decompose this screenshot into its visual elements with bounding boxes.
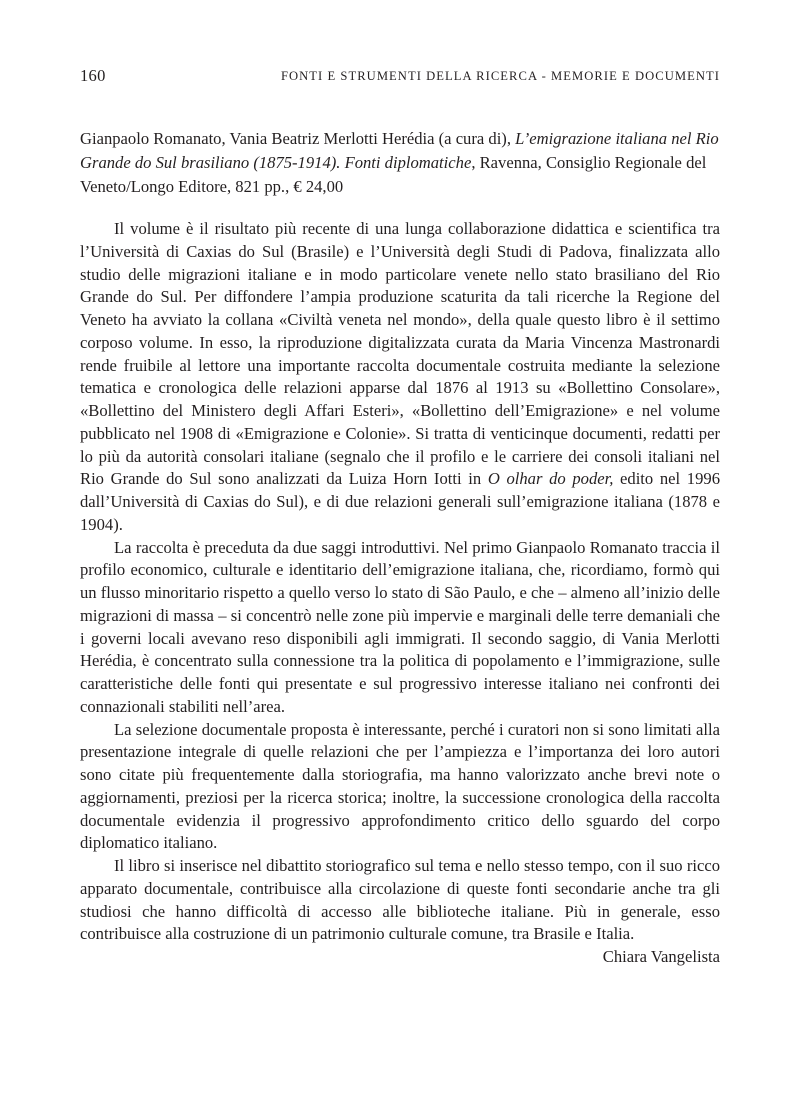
reference-authors: Gianpaolo Romanato, Vania Beatriz Merlotti Herédia (a cura di),	[80, 129, 516, 148]
paragraph-3: La selezione documentale proposta è interessante, perché i curatori non si sono limitati alla presentazione integrale di quelle relazioni che per l’ampiezza e l’importanza dei loro autori sono citate più frequentemente dalla storiografia, ma hanno valorizzato anche brevi note o aggiornamenti, preziosi per la ricerca storica; inoltre, la successione cronologica della raccolta documentale evidenzia il progressivo approfondimento critico dello sguardo del corpo diplomatico italiano.	[80, 719, 720, 853]
reference-title: L’emigrazione italiana nel Rio Grande do Sul brasiliano (1875-1914). Fonti diplomatiche	[80, 129, 719, 172]
paragraph-1	[80, 218, 720, 537]
paragraph-2: La raccolta è preceduta da due saggi introduttivi. Nel primo Gianpaolo Romanato traccia il profilo economico, culturale e identitario dell’emigrazione italiana, che, ricordiamo, formò qui un flusso minoritario rispetto a quello verso lo stato di São Paulo, e che – almeno all’inizio delle migrazioni di massa – si concentrò nelle zone più impervie e marginali delle terre demaniali che i governi locali avevano reso disponibili agli immigrati. Il secondo saggio, di Vania Merlotti Herédia, è concentrato sulla connessione tra la politica di popolamento e l’immigrazione, sulle caratteristiche delle fonti qui presentate e sul progressivo interesse italiano nei confronti dei connazionali stabiliti nell’area.	[80, 537, 720, 716]
reference-publication: , Ravenna, Consiglio Regionale del Veneto/Longo Editore, 821 pp., € 24,00	[80, 153, 707, 196]
author-signature: Chiara Vangelista	[602, 947, 720, 966]
running-header	[80, 66, 720, 88]
review-body	[80, 218, 720, 969]
running-title: FONTI E STRUMENTI DELLA RICERCA - MEMORIE E DOCUMENTI	[280, 69, 720, 83]
paragraph-4: Il libro si inserisce nel dibattito storiografico sul tema e nello stesso tempo, con il suo ricco apparato documentale, contribuisce alla circolazione di queste fonti secondarie anche tra gli studiosi che hanno difficoltà di accesso alle biblioteche italiane. Più in generale, esso contribuisce alla costruzione di un patrimonio culturale comune, tra Brasile e Italia.	[80, 856, 720, 944]
paragraph-1-text-end: edito nel 1996 dall’Università di Caxias do Sul), e di due relazioni generali sull’emigrazione italiana (1878 e 1904).	[80, 469, 720, 534]
book-reference	[80, 127, 720, 199]
paragraph-1-italic-title: O olhar do poder,	[487, 469, 614, 489]
paragraph-1-text: Il volume è il risultato più recente di una lunga collaborazione didattica e scientifica tra l’Università di Caxias do Sul (Brasile) e l’Università degli Studi di Padova, finalizzata allo studio delle migrazioni italiane e in modo particolare venete nello stato brasiliano del Rio Grande do Sul. Per diffondere l’ampia produzione scaturita da tali ricerche la Regione del Veneto ha avviato la collana «Civiltà veneta nel mondo», della quale questo libro è il settimo corposo volume. In esso, la riproduzione digitalizzata curata da Maria Vincenza Mastronardi rende fruibile al lettore una importante raccolta documentale costruita mediante la selezione tematica e cronologica delle relazioni apparse dal 1876 al 1913 su «Bollettino Consolare», «Bollettino del Ministero degli Affari Esteri», «Bollettino dell’Emigrazione» e nel volume pubblicato nel 1908 di «Emigrazione e Colonie». Si tratta di venticinque documenti, redatti per lo più da autorità consolari italiane (segnalo che il profilo e le carriere dei consoli italiani nel Rio Grande do Sul sono analizzati da Luiza Horn Iotti in	[80, 219, 720, 489]
page-number: 160	[80, 66, 106, 85]
